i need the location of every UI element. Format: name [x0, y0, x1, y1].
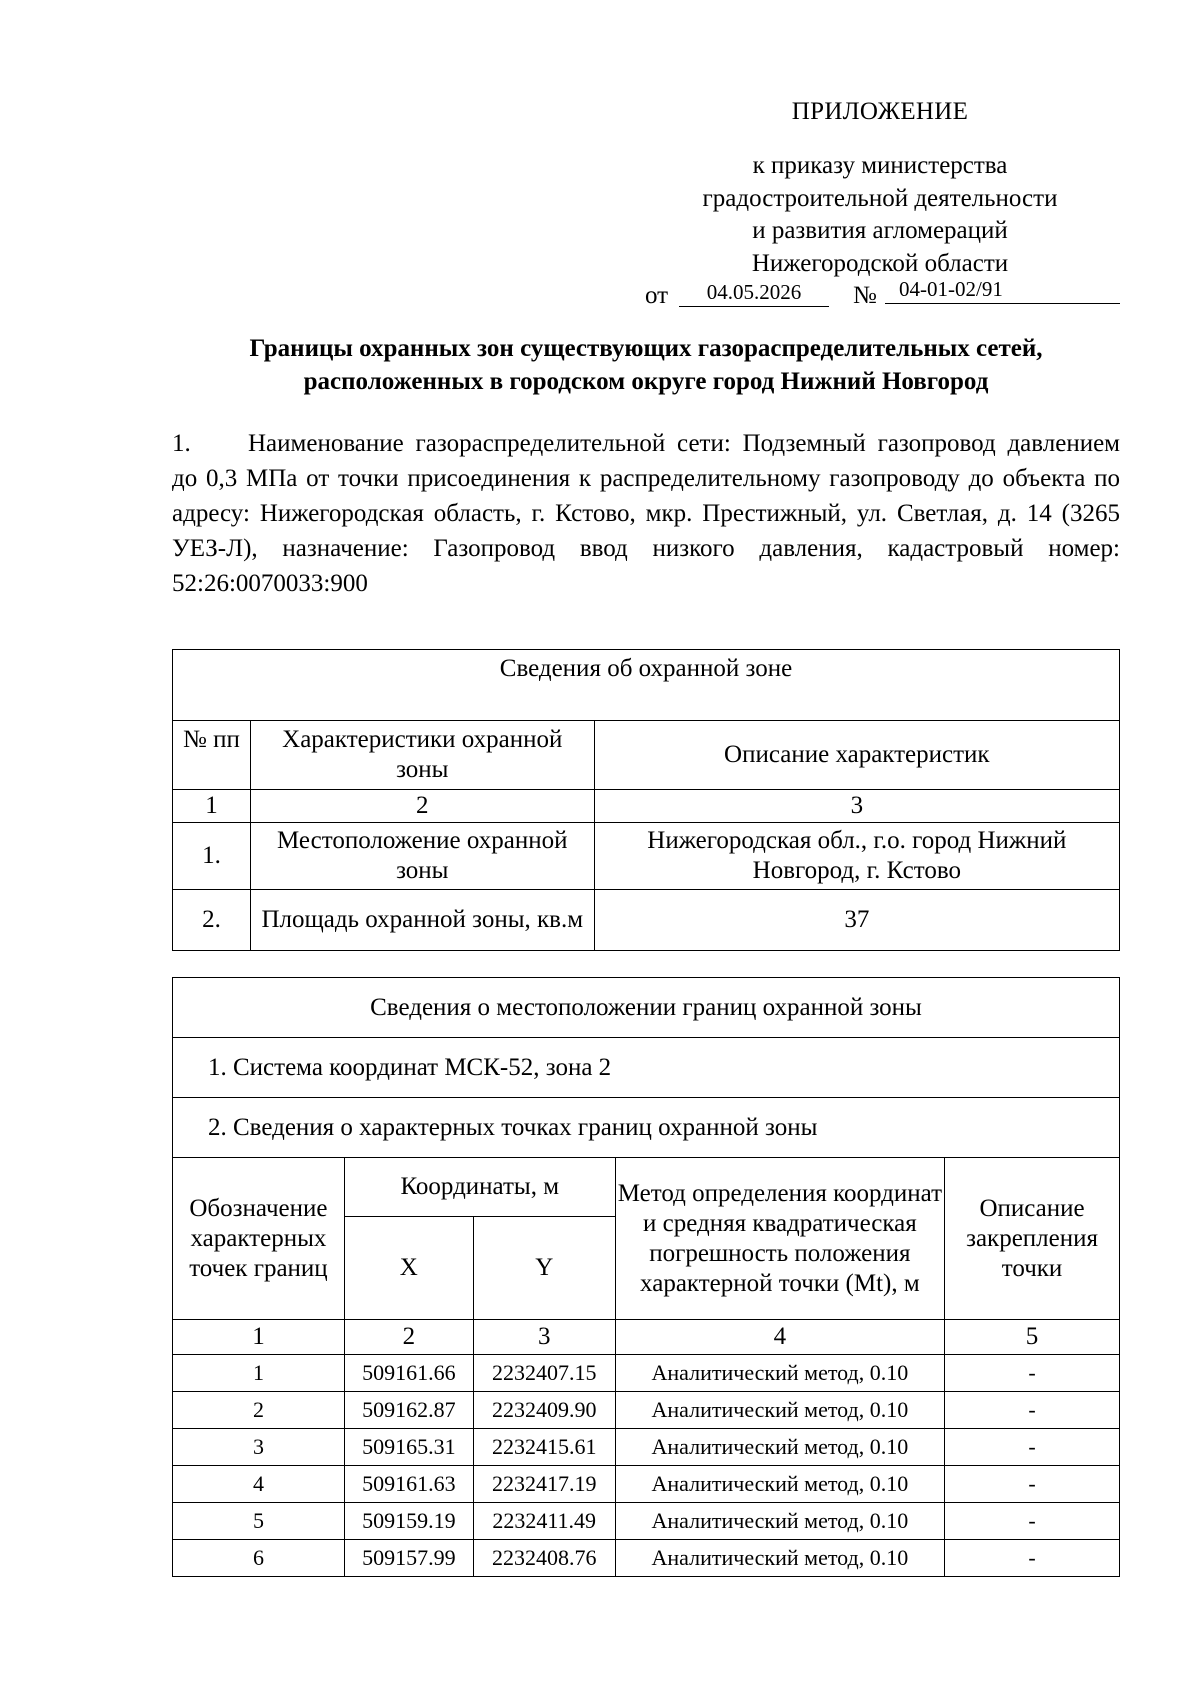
appendix-line: к приказу министерства: [752, 152, 1008, 179]
point-fixing: -: [945, 1355, 1120, 1392]
section-number: 1.: [172, 430, 191, 457]
appendix-reference: [645, 150, 1115, 280]
point-method: Аналитический метод, 0.10: [615, 1429, 944, 1466]
index-cell: 1: [173, 790, 251, 823]
row-number: 1.: [173, 823, 251, 890]
point-id: 6: [173, 1540, 345, 1577]
row-description: Нижегородская обл., г.о. город Нижний Новгород, г. Кстово: [594, 823, 1119, 890]
points-caption: 2. Сведения о характерных точках границ охранной зоны: [173, 1098, 1120, 1158]
row-description: 37: [594, 890, 1119, 951]
header-number: № пп: [173, 721, 251, 790]
point-x: 509165.31: [344, 1429, 473, 1466]
header-method: Метод определения координат и средняя квадратическая погрешность положения характерной точки (Mt), м: [615, 1158, 944, 1320]
point-fixing: -: [945, 1540, 1120, 1577]
table-row: [173, 1355, 1120, 1392]
header-fixing: Описание закрепления точки: [945, 1158, 1120, 1320]
order-number: 04-01-02/91: [885, 278, 1120, 304]
section-paragraph: [172, 426, 1120, 601]
table-row: [173, 890, 1120, 951]
from-label: от: [645, 282, 669, 309]
point-method: Аналитический метод, 0.10: [615, 1466, 944, 1503]
header-characteristics: Характеристики охранной зоны: [250, 721, 594, 790]
index-cell: 3: [473, 1320, 615, 1355]
boundary-points-table: [172, 977, 1120, 1577]
table-row: [173, 823, 1120, 890]
appendix-line: и развития агломераций: [752, 217, 1008, 244]
appendix-title: ПРИЛОЖЕНИЕ: [791, 98, 969, 125]
point-x: 509162.87: [344, 1392, 473, 1429]
section-text: Наименование газораспределительной сети: Подземный газопровод давлением до 0,3 МПа от точки присоединения к распределительному газопроводу до объекта по адресу: Нижегородская область, г. Кстово, мкр. Престижный, ул. Светлая, д. 14 (3265 УЕЗ-Л), назначение: Газопровод ввод низкого давления, кадастровый номер: 52:26:0070033:900: [172, 430, 1120, 597]
table-row: [173, 1429, 1120, 1466]
point-x: 509161.66: [344, 1355, 473, 1392]
point-fixing: -: [945, 1429, 1120, 1466]
point-id: 3: [173, 1429, 345, 1466]
index-cell: 2: [250, 790, 594, 823]
point-y: 2232408.76: [473, 1540, 615, 1577]
point-fixing: -: [945, 1392, 1120, 1429]
point-x: 509161.63: [344, 1466, 473, 1503]
row-characteristic: Площадь охранной зоны, кв.м: [250, 890, 594, 951]
number-label: №: [853, 282, 877, 309]
point-x: 509157.99: [344, 1540, 473, 1577]
appendix-line: градостроительной деятельности: [702, 184, 1058, 212]
coordinate-system: 1. Система координат МСК-52, зона 2: [173, 1038, 1120, 1098]
row-number: 2.: [173, 890, 251, 951]
point-y: 2232409.90: [473, 1392, 615, 1429]
point-method: Аналитический метод, 0.10: [615, 1392, 944, 1429]
index-cell: 3: [594, 790, 1119, 823]
point-method: Аналитический метод, 0.10: [615, 1540, 944, 1577]
point-id: 4: [173, 1466, 345, 1503]
table-row: [173, 1392, 1120, 1429]
order-date: 04.05.2026: [679, 278, 829, 307]
point-fixing: -: [945, 1503, 1120, 1540]
point-y: 2232417.19: [473, 1466, 615, 1503]
point-method: Аналитический метод, 0.10: [615, 1355, 944, 1392]
point-y: 2232407.15: [473, 1355, 615, 1392]
table-row: [173, 1466, 1120, 1503]
zone-info-table: [172, 649, 1120, 951]
row-characteristic: Местоположение охранной зоны: [250, 823, 594, 890]
points-table-caption: Сведения о местоположении границ охранной зоны: [173, 978, 1120, 1038]
point-id: 5: [173, 1503, 345, 1540]
header-description: Описание характеристик: [594, 721, 1119, 790]
header-coordinates: Координаты, м: [344, 1158, 615, 1217]
index-cell: 1: [173, 1320, 345, 1355]
point-id: 1: [173, 1355, 345, 1392]
index-cell: 2: [344, 1320, 473, 1355]
header-x: X: [344, 1217, 473, 1320]
order-date-number-line: [645, 278, 1120, 314]
index-cell: 5: [945, 1320, 1120, 1355]
point-y: 2232415.61: [473, 1429, 615, 1466]
point-fixing: -: [945, 1466, 1120, 1503]
zone-table-caption: Сведения об охранной зоне: [173, 650, 1120, 721]
header-y: Y: [473, 1217, 615, 1320]
table-row: [173, 1540, 1120, 1577]
point-x: 509159.19: [344, 1503, 473, 1540]
point-method: Аналитический метод, 0.10: [615, 1503, 944, 1540]
point-y: 2232411.49: [473, 1503, 615, 1540]
table-row: [173, 1503, 1120, 1540]
appendix-line: Нижегородской области: [751, 249, 1009, 277]
index-cell: 4: [615, 1320, 944, 1355]
document-title: Границы охранных зон существующих газораспределительных сетей, расположенных в городском округе город Нижний Новгород: [249, 335, 1043, 395]
header-designation: Обозначение характерных точек границ: [173, 1158, 345, 1320]
point-id: 2: [173, 1392, 345, 1429]
